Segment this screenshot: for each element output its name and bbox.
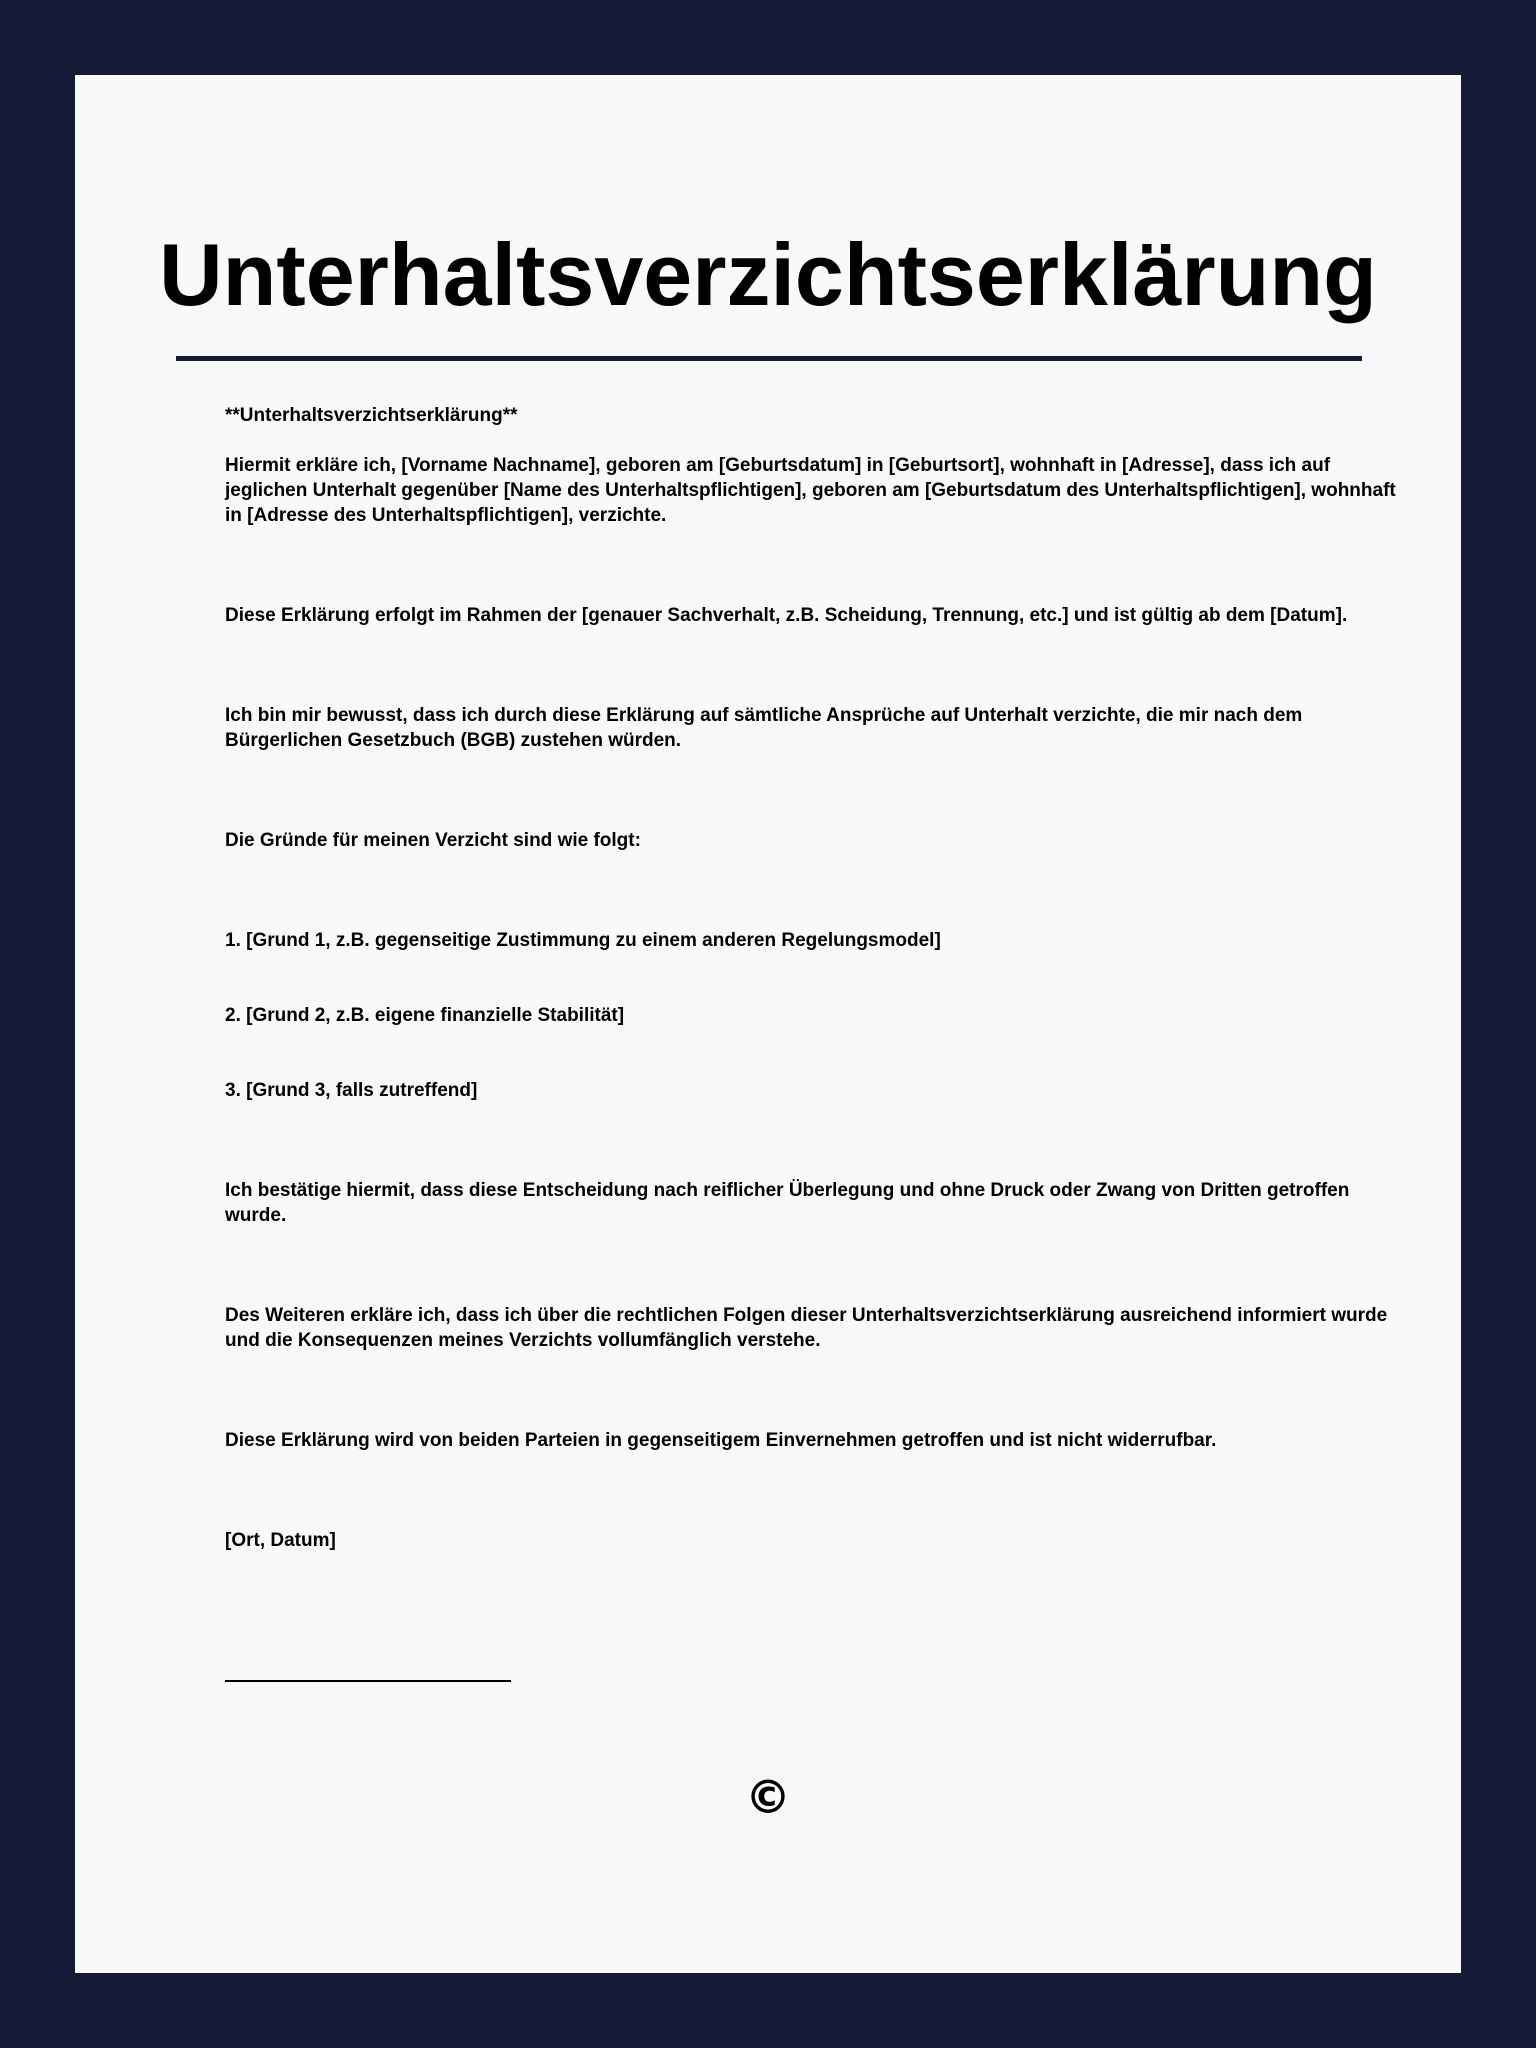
document-body (225, 403, 1411, 1553)
paragraph-reasons-intro: Die Gründe für meinen Verzicht sind wie folgt: (225, 830, 641, 851)
reason-item-2: 2. [Grund 2, z.B. eigene finanzielle Stabilität] (225, 1005, 625, 1026)
paragraph-confirmation: Ich bestätige hiermit, dass diese Entscheidung nach reiflicher Überlegung und ohne Druck oder Zwang von Dritten getroffen wurde. (225, 1180, 1350, 1226)
paragraph-context: Diese Erklärung erfolgt im Rahmen der [genauer Sachverhalt, z.B. Scheidung, Trennung, etc.] und ist gültig ab dem [Datum]. (225, 605, 1348, 626)
reason-item-1: 1. [Grund 1, z.B. gegenseitige Zustimmung zu einem anderen Regelungsmodel] (225, 930, 941, 951)
copyright-icon: © (745, 1770, 791, 1824)
document-page (75, 75, 1461, 1973)
paragraph-awareness: Ich bin mir bewusst, dass ich durch diese Erklärung auf sämtliche Ansprüche auf Unterhalt verzichte, die mir nach dem Bürgerlichen Gesetzbuch (BGB) zustehen würden. (225, 705, 1303, 751)
paragraph-legal-consequences: Des Weiteren erkläre ich, dass ich über die rechtlichen Folgen dieser Unterhaltsverzichtserklärung ausreichend informiert wurde und die Konsequenzen meines Verzichts vollumfänglich verstehe. (225, 1305, 1388, 1351)
paragraph-declaration: Hiermit erkläre ich, [Vorname Nachname], geboren am [Geburtsdatum] in [Geburtsort], wohnhaft in [Adresse], dass ich auf jeglichen Unterhalt gegenüber [Name des Unterhaltspflichtigen], geboren am [Geburtsdatum des Unterhaltspflichtigen], wohnhaft in [Adresse des Unterhaltspflichtigen], verzichte. (225, 455, 1396, 526)
place-date-field: [Ort, Datum] (225, 1530, 336, 1551)
body-heading: **Unterhaltsverzichtserklärung** (225, 405, 518, 426)
reason-item-3: 3. [Grund 3, falls zutreffend] (225, 1080, 478, 1101)
signature-line (225, 1680, 511, 1682)
document-title: Unterhaltsverzichtserklärung (159, 225, 1377, 324)
paragraph-irrevocable: Diese Erklärung wird von beiden Parteien in gegenseitigem Einvernehmen getroffen und ist nicht widerrufbar. (225, 1430, 1217, 1451)
title-divider (176, 356, 1362, 361)
